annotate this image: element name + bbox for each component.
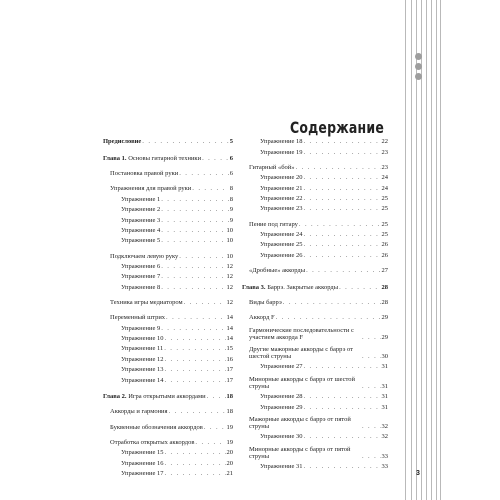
- dot-leader: [362, 354, 381, 361]
- toc-entry-title: Упражнение 5: [121, 237, 161, 245]
- toc-chapter-row: [242, 282, 388, 291]
- toc-entry-title: Техника игры медиатором: [110, 298, 183, 306]
- toc-entry-row: [103, 323, 233, 332]
- toc-page-number: 5: [229, 138, 233, 146]
- toc-entry-title: Упражнение 6: [121, 263, 161, 270]
- dot-leader: [195, 440, 225, 447]
- toc-chapter-row: [103, 137, 233, 146]
- dot-icon: [415, 73, 422, 80]
- toc-entry-row: [242, 432, 388, 441]
- toc-entry-title: Упражнение 21: [260, 184, 303, 192]
- toc-entry-row: [242, 462, 388, 471]
- toc-page-number: 27: [381, 266, 388, 274]
- toc-entry-title: Гитарный «бой»: [249, 163, 295, 171]
- toc-page-number: 32: [381, 433, 388, 441]
- toc-entry-title: Гармонические последовательности с участием аккорда F: [249, 327, 354, 341]
- toc-entry-row: [103, 422, 233, 431]
- toc-page-number: 6: [229, 155, 233, 163]
- toc-entry-row: [103, 251, 233, 260]
- dot-leader: [303, 150, 380, 157]
- toc-entry-title: Упражнение 14: [121, 376, 164, 384]
- toc-entry-row: [242, 417, 388, 430]
- toc-entry-title: Аккорд F: [249, 314, 275, 322]
- toc-entry-title: Упражнение 13: [121, 366, 164, 374]
- toc-page-number: 26: [381, 251, 388, 259]
- toc-entry-title: Упражнение 26: [260, 251, 303, 259]
- dot-leader: [362, 335, 381, 342]
- toc-entry-title: Упражнение 16: [121, 459, 164, 467]
- toc-entry-row: [242, 392, 388, 401]
- toc-entry-title: Постановка правой руки: [110, 170, 179, 178]
- toc-entry-row: [242, 230, 388, 239]
- toc-page-number: 22: [381, 138, 388, 146]
- toc-entry-title: Предисловие: [103, 138, 142, 146]
- toc-entry-row: [242, 219, 388, 228]
- toc-entry-row: [242, 402, 388, 411]
- toc-entry-title: Переменный штрих: [110, 314, 166, 322]
- toc-entry-title: Упражнение 10: [121, 334, 164, 342]
- toc-entry-row: [103, 226, 233, 235]
- dot-leader: [296, 165, 381, 172]
- toc-page-number: 26: [381, 241, 388, 249]
- toc-entry-title: Упражнение 9: [121, 324, 161, 332]
- toc-entry-title: Мажорные аккорды с баррэ от пятой струны: [249, 416, 351, 430]
- toc-entry-row: [242, 266, 388, 275]
- dot-leader: [161, 274, 225, 281]
- dot-leader: [303, 206, 380, 213]
- toc-entry-row: [242, 204, 388, 213]
- toc-page-number: 12: [226, 283, 233, 291]
- toc-page-number: 31: [381, 363, 388, 371]
- dot-leader: [362, 384, 381, 391]
- toc-entry-row: [103, 205, 233, 214]
- dot-icon: [415, 53, 422, 60]
- dot-leader: [303, 253, 380, 260]
- toc-page-number: 18: [226, 393, 233, 401]
- dot-leader: [303, 232, 380, 239]
- dot-leader: [164, 357, 225, 364]
- toc-page-number: 20: [226, 449, 233, 457]
- toc-entry-row: [242, 183, 388, 192]
- toc-page-number: 8: [229, 185, 233, 193]
- dot-leader: [303, 196, 380, 203]
- toc-entry-row: [242, 147, 388, 156]
- dot-leader: [303, 364, 380, 371]
- dot-icon: [415, 63, 422, 70]
- toc-entry-title: Упражнение 7: [121, 273, 161, 281]
- toc-page-number: 10: [226, 252, 233, 260]
- toc-entry-title: Упражнение 23: [260, 205, 303, 213]
- toc-entry-title: Упражнение 30: [260, 433, 303, 441]
- dot-leader: [303, 434, 380, 441]
- toc-entry-row: [103, 236, 233, 245]
- toc-page-number: 10: [226, 237, 233, 245]
- toc-page-number: 28: [381, 283, 388, 291]
- dot-leader: [204, 425, 226, 432]
- toc-page-number: 14: [226, 314, 233, 322]
- toc-entry-row: [242, 347, 388, 360]
- toc-entry-row: [242, 194, 388, 203]
- toc-entry-row: [103, 365, 233, 374]
- toc-entry-title: «Дробные» аккорды: [249, 266, 306, 274]
- toc-entry-title: Упражнение 29: [260, 403, 303, 411]
- toc-entry-title: Упражнение 27: [260, 363, 303, 371]
- toc-page-number: 33: [381, 452, 388, 460]
- toc-entry-row: [103, 282, 233, 291]
- toc-entry-row: [242, 362, 388, 371]
- toc-entry-row: [103, 184, 233, 193]
- toc-entry-row: [242, 377, 388, 390]
- toc-entry-row: [103, 169, 233, 178]
- toc-entry-title: Аккорды и гармония: [110, 408, 168, 416]
- toc-entry-row: [242, 137, 388, 146]
- dot-leader: [283, 300, 381, 307]
- toc-page-number: 25: [381, 205, 388, 213]
- toc-entry-row: [103, 354, 233, 363]
- dot-leader: [303, 405, 380, 412]
- toc-entry-title: Минорные аккорды с баррэ от пятой струны: [249, 446, 351, 460]
- toc-page-number: 12: [226, 273, 233, 281]
- toc-entry-row: [103, 407, 233, 416]
- toc-entry-row: [103, 195, 233, 204]
- toc-entry-row: [242, 173, 388, 182]
- dot-leader: [276, 315, 381, 322]
- toc-entry-title: Глава 2. Игра открытыми аккордами: [103, 393, 206, 401]
- dot-leader: [164, 378, 225, 385]
- toc-entry-row: [242, 240, 388, 249]
- toc-page-number: 12: [226, 263, 233, 270]
- toc-page-number: 17: [226, 366, 233, 374]
- dot-leader: [164, 471, 225, 478]
- toc-entry-title: Другие мажорные аккорды с баррэ от шестой струны: [249, 346, 354, 360]
- toc-entry-row: [103, 375, 233, 384]
- toc-entry-row: [103, 313, 233, 322]
- toc-right-column: [242, 137, 388, 471]
- dot-leader: [303, 464, 380, 471]
- page-number: 3: [416, 470, 420, 477]
- toc-page-number: 9: [229, 206, 233, 214]
- toc-entry-title: Упражнение 17: [121, 470, 164, 478]
- dot-leader: [303, 186, 380, 193]
- dot-leader: [164, 346, 225, 353]
- toc-entry-title: Упражнение 8: [121, 283, 161, 291]
- toc-entry-row: [242, 447, 388, 460]
- dot-leader: [142, 139, 228, 146]
- toc-entry-title: Упражнение 1: [121, 195, 161, 203]
- dot-leader: [202, 156, 229, 163]
- toc-page-number: 15: [226, 345, 233, 353]
- toc-page-number: 19: [226, 438, 233, 446]
- toc-entry-row: [242, 163, 388, 172]
- toc-entry-row: [103, 334, 233, 343]
- toc-page-number: 9: [229, 216, 233, 224]
- dot-leader: [339, 285, 380, 292]
- toc-page-number: 31: [381, 403, 388, 411]
- toc-page-number: 18: [226, 408, 233, 416]
- toc-entry-title: Отработка открытых аккордов: [110, 438, 195, 446]
- toc-entry-title: Упражнение 19: [260, 148, 303, 156]
- toc-page-number: 12: [226, 298, 233, 306]
- toc-page-number: 31: [381, 382, 388, 390]
- decorative-rails: [405, 0, 441, 500]
- toc-chapter-row: [103, 392, 233, 401]
- dot-leader: [164, 461, 225, 468]
- toc-entry-row: [103, 448, 233, 457]
- toc-page-number: 23: [381, 148, 388, 156]
- toc-entry-title: Глава 3. Баррэ. Закрытые аккорды: [242, 283, 339, 291]
- page-title: Содержание: [289, 118, 384, 137]
- toc-page-number: 17: [226, 376, 233, 384]
- decorative-dots: [415, 53, 422, 83]
- toc-entry-title: Упражнения для правой руки: [110, 185, 192, 193]
- dot-leader: [192, 186, 228, 193]
- toc-page-number: 25: [381, 220, 388, 228]
- toc-entry-title: Упражнение 22: [260, 195, 303, 203]
- toc-entry-title: Упражнение 28: [260, 393, 303, 401]
- toc-page-number: 6: [229, 170, 233, 178]
- dot-leader: [161, 326, 225, 333]
- toc-page-number: 24: [381, 184, 388, 192]
- toc-entry-row: [103, 438, 233, 447]
- dot-leader: [161, 285, 225, 292]
- toc-entry-title: Упражнение 15: [121, 449, 164, 457]
- toc-entry-row: [103, 262, 233, 271]
- dot-leader: [362, 424, 381, 431]
- dot-leader: [164, 367, 225, 374]
- dot-leader: [164, 450, 225, 457]
- toc-entry-title: Виды баррэ: [249, 298, 282, 306]
- toc-page-number: 21: [226, 470, 233, 478]
- dot-leader: [306, 268, 380, 275]
- toc-entry-row: [242, 328, 388, 341]
- toc-page-number: 25: [381, 195, 388, 203]
- toc-entry-title: Буквенные обозначения аккордов: [110, 423, 203, 431]
- toc-page-number: 25: [381, 231, 388, 239]
- dot-leader: [362, 454, 381, 461]
- dot-leader: [161, 264, 225, 271]
- dot-leader: [166, 315, 225, 322]
- dot-leader: [179, 254, 225, 261]
- toc-entry-row: [103, 344, 233, 353]
- dot-leader: [161, 228, 225, 235]
- toc-page-number: 16: [226, 355, 233, 363]
- toc-page-number: 10: [226, 227, 233, 235]
- toc-page-number: 28: [381, 298, 388, 306]
- toc-page-number: 32: [381, 422, 388, 430]
- toc-entry-row: [103, 469, 233, 478]
- toc-entry-row: [242, 298, 388, 307]
- toc-entry-row: [242, 313, 388, 322]
- dot-leader: [169, 409, 226, 416]
- toc-entry-title: Упражнение 4: [121, 227, 161, 235]
- dot-leader: [207, 394, 226, 401]
- dot-leader: [161, 218, 229, 225]
- toc-entry-row: [103, 298, 233, 307]
- dot-leader: [164, 336, 225, 343]
- dot-leader: [161, 197, 229, 204]
- toc-entry-title: Упражнение 25: [260, 241, 303, 249]
- toc-entry-title: Упражнение 20: [260, 174, 303, 182]
- toc-entry-title: Упражнение 31: [260, 463, 303, 471]
- dot-leader: [179, 171, 229, 178]
- toc-entry-title: Подключаем левую руку: [110, 252, 179, 260]
- toc-left-column: [103, 137, 233, 478]
- toc-page-number: 14: [226, 324, 233, 332]
- toc-page-number: 33: [381, 463, 388, 471]
- toc-page-number: 29: [381, 333, 388, 341]
- toc-entry-title: Упражнение 24: [260, 231, 303, 239]
- dot-leader: [303, 394, 380, 401]
- toc-page-number: 14: [226, 334, 233, 342]
- toc-page-number: 8: [229, 195, 233, 203]
- toc-page-number: 19: [226, 423, 233, 431]
- toc-entry-title: Упражнение 12: [121, 355, 164, 363]
- toc-entry-title: Упражнение 3: [121, 216, 161, 224]
- toc-entry-title: Упражнение 11: [121, 345, 164, 353]
- dot-leader: [303, 175, 380, 182]
- toc-page-number: 31: [381, 393, 388, 401]
- dot-leader: [299, 222, 381, 229]
- toc-entry-row: [103, 272, 233, 281]
- toc-entry-row: [103, 215, 233, 224]
- toc-entry-title: Минорные аккорды с баррэ от шестой струны: [249, 376, 356, 390]
- toc-page-number: 20: [226, 459, 233, 467]
- dot-leader: [303, 139, 380, 146]
- dot-leader: [161, 238, 225, 245]
- dot-leader: [303, 242, 380, 249]
- toc-page-number: 30: [381, 352, 388, 360]
- toc-entry-row: [103, 458, 233, 467]
- toc-entry-row: [242, 251, 388, 260]
- toc-page-number: 23: [381, 163, 388, 171]
- dot-leader: [184, 300, 226, 307]
- toc-chapter-row: [103, 154, 233, 163]
- toc-entry-title: Упражнение 2: [121, 206, 161, 214]
- toc-entry-title: Упражнение 18: [260, 138, 303, 146]
- toc-page-number: 29: [381, 314, 388, 322]
- toc-entry-title: Пение под гитару: [249, 220, 298, 228]
- dot-leader: [161, 207, 229, 214]
- toc-entry-title: Глава 1. Основы гитарной техники: [103, 155, 202, 163]
- toc-page-number: 24: [381, 174, 388, 182]
